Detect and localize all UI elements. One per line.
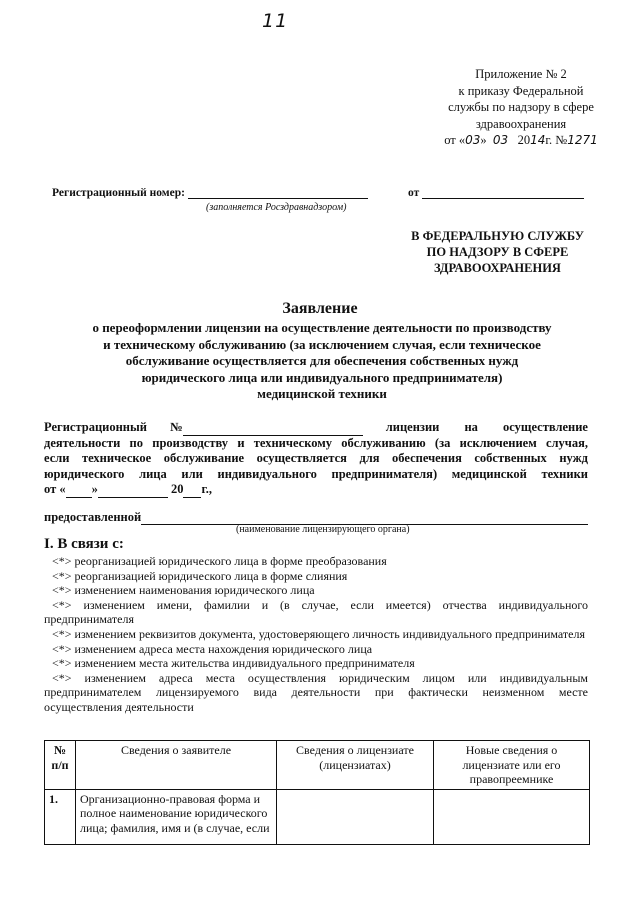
license-date-month-blank[interactable] (98, 485, 168, 498)
addressee-line: ЗДРАВООХРАНЕНИЯ (434, 261, 561, 275)
row-new-info-cell[interactable] (434, 789, 590, 844)
header-num-pp: п/п (51, 757, 69, 772)
license-date-from: от « (44, 482, 66, 496)
subtitle-line: обслуживание осуществляется для обеспечения собственных нужд (125, 353, 519, 368)
reason-item[interactable] (44, 656, 588, 671)
reason-text: изменением наименования юридического лица (74, 583, 315, 598)
subtitle-line: юридического лица или индивидуального предпринимателя) (141, 369, 503, 385)
table-row (45, 789, 590, 844)
date-mid: » (480, 133, 487, 147)
date-year-suffix: г. № (545, 133, 568, 147)
appendix-date (436, 132, 606, 149)
reason-marker: <*> (52, 656, 72, 671)
license-num-sign: № (170, 420, 183, 434)
header-applicant: Сведения о заявителе (76, 741, 277, 790)
addressee (400, 228, 595, 276)
reason-marker: <*> (52, 670, 72, 685)
license-date-day-blank[interactable] (66, 485, 92, 498)
registration-date-blank[interactable] (422, 186, 584, 199)
reasons-list (44, 554, 588, 715)
date-year: 14 (530, 133, 546, 147)
registration-from-label: от (408, 187, 420, 199)
license-line: юридического лица или индивидуального предпринимателя) медицинской техники (44, 466, 588, 481)
appendix-line: службы по надзору в сфере (448, 100, 594, 114)
license-number-blank[interactable] (183, 423, 363, 436)
license-date-year-blank[interactable] (183, 485, 201, 498)
reason-text: изменением адреса места нахождения юридического лица (74, 641, 373, 656)
reason-item[interactable] (44, 569, 588, 584)
header-num-sign: № (53, 743, 67, 757)
date-day: 03 (465, 133, 481, 147)
license-date-suffix: г., (201, 482, 213, 496)
appendix-header (436, 66, 606, 149)
header-new-info: Новые сведения о лицензиате или его правопреемнике (434, 741, 590, 790)
appendix-line: к приказу Федеральной (458, 83, 584, 98)
reason-marker: <*> (52, 626, 72, 641)
date-prefix: от « (444, 133, 466, 147)
header-num (45, 741, 76, 790)
reason-text: изменением реквизитов документа, удостоверяющего личность индивидуального предпринимателя (74, 626, 585, 641)
row-licensee-cell[interactable] (277, 789, 434, 844)
section-title: I. В связи с: (44, 536, 124, 552)
reason-marker: <*> (52, 554, 72, 568)
reason-item[interactable] (44, 642, 588, 657)
subtitle-line: о переоформлении лицензии на осуществление деятельности по производству (92, 320, 552, 335)
reason-item[interactable] (44, 598, 588, 627)
order-number: 1271 (567, 133, 598, 147)
license-date-year: 20 (170, 482, 184, 496)
reason-marker: <*> (52, 568, 72, 583)
license-line1-rest: лицензии на осуществление (385, 420, 588, 434)
reason-item[interactable] (44, 554, 588, 569)
addressee-line: В ФЕДЕРАЛЬНУЮ СЛУЖБУ (411, 229, 584, 243)
reason-item[interactable] (44, 627, 588, 642)
registration-blank[interactable] (188, 186, 368, 199)
reason-item[interactable] (44, 671, 588, 715)
subtitle-line: медицинской техники (257, 386, 387, 401)
reason-marker: <*> (52, 641, 72, 656)
row-applicant: Организационно-правовая форма и полное наименование юридического лица; фамилия, имя и (в случае, если (76, 789, 277, 844)
license-paragraph (44, 420, 588, 498)
license-reg-label: Регистрационный (44, 420, 147, 434)
header-licensee: Сведения о лицензиате (лицензиатах) (277, 741, 434, 790)
date-month: 03 (492, 133, 509, 147)
page-number: 11 (262, 10, 289, 32)
reason-marker: <*> (52, 583, 72, 598)
provided-label: предоставленной (44, 510, 142, 524)
subtitle-line: и техническому обслуживанию (за исключением случая, если техническое (103, 336, 541, 352)
reason-marker: <*> (52, 597, 72, 612)
registration-label: Регистрационный номер: (52, 187, 185, 199)
addressee-line: ПО НАДЗОРУ В СФЕРЕ (426, 245, 569, 259)
row-num: 1. (45, 789, 76, 844)
license-date-line (44, 482, 588, 498)
license-line: деятельности по производству и техническому обслуживанию (за исключением случая, (44, 435, 588, 450)
reason-text: реорганизацией юридического лица в форме слияния (74, 568, 348, 583)
appendix-line: здравоохранения (475, 116, 567, 131)
info-table (44, 740, 590, 845)
table-header-row (45, 741, 590, 790)
registration-number-field (52, 186, 368, 199)
date-year-prefix: 20 (517, 133, 531, 147)
reason-text: изменением адреса места осуществления юридическим лицом или индивидуальным предпринимателем лицензируемого вида деятельности при фактически неизменном месте осуществления деятельности (44, 670, 589, 714)
document-title: Заявление (282, 300, 358, 317)
reason-item[interactable] (44, 583, 588, 598)
license-date-mid: » (91, 482, 98, 496)
registration-hint: (заполняется Росздравнадзором) (206, 202, 347, 213)
reason-text: реорганизацией юридического лица в форме преобразования (74, 554, 387, 568)
provided-hint: (наименование лицензирующего органа) (236, 524, 410, 535)
document-subtitle (48, 320, 596, 403)
provided-field (44, 510, 588, 525)
reason-text: изменением места жительства индивидуального предпринимателя (74, 656, 415, 671)
appendix-line: Приложение № 2 (475, 67, 567, 81)
license-line: если техническое обслуживание осуществляется для обеспечения собственных нужд (44, 451, 588, 465)
registration-date-field (408, 186, 584, 199)
reason-text: изменением имени, фамилии и (в случае, если имеется) отчества индивидуального предпринимателя (44, 597, 588, 627)
